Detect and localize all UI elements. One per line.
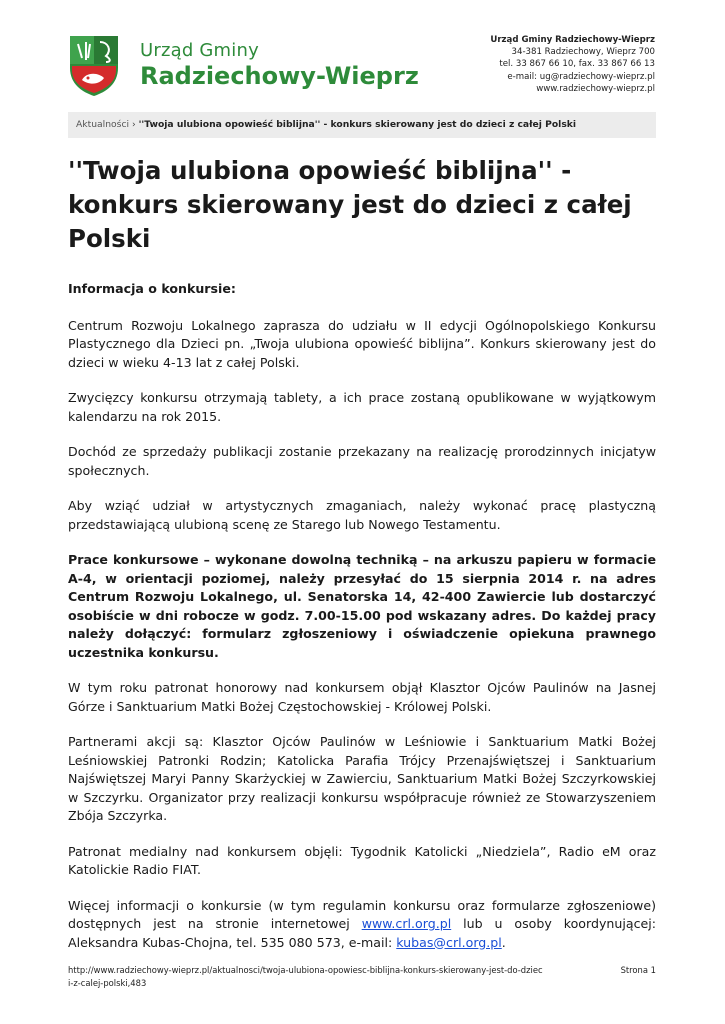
page-header — [0, 0, 725, 110]
breadcrumb-current: ''Twoja ulubiona opowieść biblijna'' - konkurs skierowany jest do dzieci z całej Polski — [138, 119, 577, 130]
contact-email: e-mail: ug@radziechowy-wieprz.pl — [507, 71, 655, 82]
more-info-text-middle: lub u osoby koordynującej: Aleksandra Kubas-Chojna, tel. 535 080 573, e-mail: — [68, 916, 656, 950]
breadcrumb-parent-link[interactable]: Aktualności — [76, 119, 130, 130]
page-footer — [68, 964, 656, 990]
contact-block — [490, 34, 655, 95]
breadcrumb — [68, 112, 656, 138]
logo-line1: Urząd Gminy — [140, 40, 259, 61]
paragraph-media-patronage: Patronat medialny nad konkursem objęli: Tygodnik Katolicki „Niedziela”, Radio eM oraz Katolickie Radio FIAT. — [68, 843, 656, 877]
footer-url: http://www.radziechowy-wieprz.pl/aktualnosci/twoja-ulubiona-opowiesc-biblijna-konkurs-skierowany-jest-do-dzieci-z-calej-polski,483 — [68, 965, 543, 988]
article-subtitle: Informacja o konkursie: — [68, 281, 236, 296]
footer-page-number: Strona 1 — [620, 965, 656, 975]
paragraph-income: Dochód ze sprzedaży publikacji zostanie przekazany na realizację prorodzinnych inicjatyw społecznych. — [68, 444, 656, 478]
logo-line2: Radziechowy-Wieprz — [140, 62, 419, 90]
paragraph-partners: Partnerami akcji są: Klasztor Ojców Paulinów w Leśniowie i Sanktuarium Matki Bożej Leśniowskiej Patronki Rodzin; Katolicka Parafia Trójcy Przenajświętszej i Sanktuarium Najświętszej Maryi Panny Skarżyckiej w Zawierciu, Sanktuarium Matki Bożej Szczyrkowskiej w Szczyrku. Organizator przy realizacji konkursu współpracuje również ze Stowarzyszeniem Zbója Szczyrka. — [68, 734, 656, 823]
municipality-logo[interactable] — [68, 34, 419, 100]
paragraph-participation: Aby wziąć udział w artystycznych zmaganiach, należy wykonać pracę plastyczną przedstawiającą ulubioną scenę ze Starego lub Nowego Testamentu. — [68, 498, 656, 532]
paragraph-prizes: Zwycięzcy konkursu otrzymają tablety, a ich prace zostaną opublikowane w wyjątkowym kalendarzu na rok 2015. — [68, 390, 656, 424]
article-title: ''Twoja ulubiona opowieść biblijna'' - konkurs skierowany jest do dzieci z całej Polski — [68, 156, 632, 253]
paragraph-submission-rules: Prace konkursowe – wykonane dowolną techniką – na arkuszu papieru w formacie A-4, w orientacji poziomej, należy przesyłać do 15 sierpnia 2014 r. na adres Centrum Rozwoju Lokalnego, ul. Senatorska 14, 42-400 Zawiercie lub dostarczyć osobiście w dni robocze w godz. 7.00-15.00 pod wskazany adres. Do każdej pracy należy dołączyć: formularz zgłoszeniowy i oświadczenie opiekuna prawnego uczestnika konkursu. — [68, 552, 656, 660]
more-info-text-end: . — [501, 934, 506, 950]
crl-website-link[interactable]: www.crl.org.pl — [361, 916, 452, 931]
breadcrumb-separator: › — [131, 119, 136, 130]
contact-phone: tel. 33 867 66 10, fax. 33 867 66 13 — [499, 59, 655, 70]
article-body — [68, 280, 656, 969]
paragraph-intro: Centrum Rozwoju Lokalnego zaprasza do udziału w II edycji Ogólnopolskiego Konkursu Plastycznego dla Dzieci pn. „Twoja ulubiona opowieść biblijna”. Konkurs skierowany jest do dzieci w wieku 4-13 lat z całej Polski. — [68, 317, 656, 370]
contact-address: 34-381 Radziechowy, Wieprz 700 — [511, 47, 655, 58]
more-info-text-start: Więcej informacji o konkursie (w tym regulamin konkursu oraz formularze zgłoszeniowe) dostępnych jest na stronie internetowej — [68, 897, 656, 931]
paragraph-honorary-patronage: W tym roku patronat honorowy nad konkursem objął Klasztor Ojców Paulinów na Jasnej Górze i Sanktuarium Matki Bożej Częstochowskiej - Królowej Polski. — [68, 680, 656, 714]
contact-website: www.radziechowy-wieprz.pl — [536, 83, 655, 94]
contact-name: Urząd Gminy Radziechowy-Wieprz — [490, 35, 655, 45]
coordinator-email-link[interactable]: kubas@crl.org.pl — [396, 934, 502, 950]
coat-of-arms-icon — [68, 34, 120, 98]
paragraph-more-info — [68, 897, 656, 953]
